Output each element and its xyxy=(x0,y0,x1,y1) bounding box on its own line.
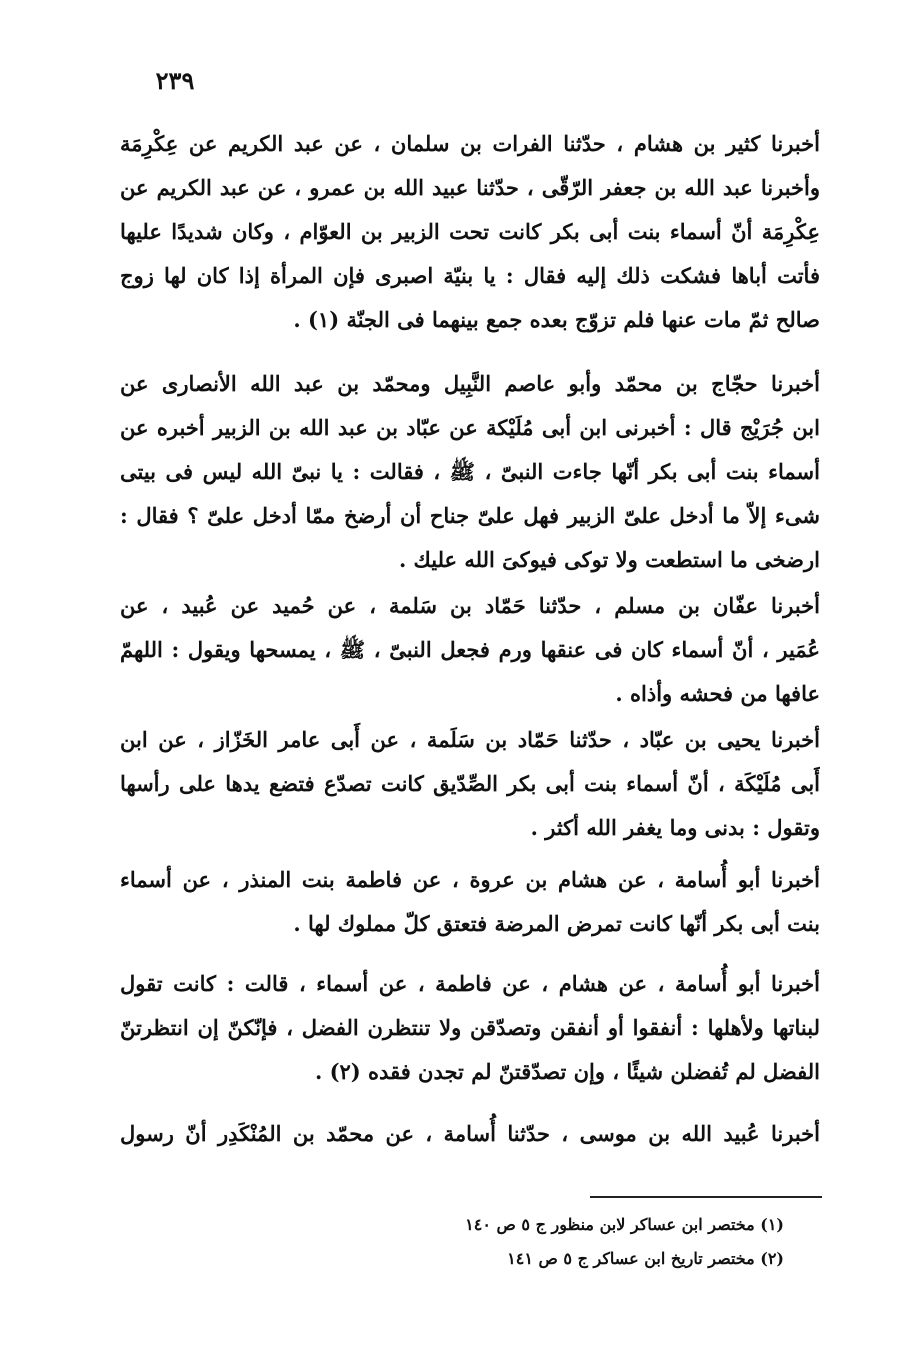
footnote: (٢) مختصر تاريخ ابن عساكر ج ٥ ص ١٤١ xyxy=(507,1249,784,1268)
text-line: لبناتها ولأهلها : أنفقوا أو أنفقن وتصدّقن ولا تنتظرن الفضل ، فإنّكنّ إن انتظرتنّ xyxy=(120,1015,820,1040)
text-line: أخبرنا حجّاج بن محمّد وأبو عاصم النَّبِيل ومحمّد بن عبد الله الأنصارى عن xyxy=(120,371,820,396)
text-line: صالح ثمّ مات عنها فلم تزوّج بعده جمع بينهما فى الجنّة (١) . xyxy=(293,307,820,332)
text-line: فأتت أباها فشكت ذلك إليه فقال : يا بنيّة اصبرى فإن المرأة إذا كان لها زوج xyxy=(120,263,820,288)
paragraph-1 xyxy=(120,122,820,342)
paragraph-6 xyxy=(120,962,820,1094)
text-line: ارضخى ما استطعت ولا توكى فيوكىَ الله عليك . xyxy=(398,547,820,572)
text-line: الفضل لم تُفضلن شيئًا ، وإن تصدّقتنّ لم تجدن فقده (٢) . xyxy=(314,1059,820,1084)
text-line: أخبرنا عُبيد الله بن موسى ، حدّثنا أُسامة ، عن محمّد بن المُنْكَدِر أنّ رسول xyxy=(120,1121,820,1146)
page-number: ٢٣٩ xyxy=(155,66,195,95)
paragraph-7 xyxy=(120,1112,820,1156)
text-line: عِكْرِمَة أنّ أسماء بنت أبى بكر كانت تحت الزبير بن العوّام ، وكان شديدًا عليها xyxy=(120,219,820,244)
text-line: وأخبرنا عبد الله بن جعفر الرّقّى ، حدّثنا عبيد الله بن عمرو ، عن عبد الكريم عن xyxy=(120,175,820,200)
text-line: شىء إلاّ ما أدخل علىّ الزبير فهل علىّ جناح أن أرضخ ممّا أدخل علىّ ؟ فقال : xyxy=(120,503,820,528)
text-line: أخبرنا أبو أُسامة ، عن هشام ، عن فاطمة ، عن أسماء ، قالت : كانت تقول xyxy=(120,971,820,996)
paragraph-2 xyxy=(120,362,820,582)
text-line: أسماء بنت أبى بكر أنّها جاءت النبىّ ، ﷺ ، فقالت : يا نبىّ الله ليس فى بيتى xyxy=(120,459,820,484)
text-line: أخبرنا كثير بن هشام ، حدّثنا الفرات بن سلمان ، عن عبد الكريم عن عِكْرِمَة xyxy=(120,131,820,156)
text-line: بنت أبى بكر أنّها كانت تمرض المرضة فتعتق كلّ مملوك لها . xyxy=(293,911,820,936)
text-line: عافها من فحشه وأذاه . xyxy=(615,681,820,706)
footnote-divider xyxy=(590,1196,822,1198)
paragraph-3 xyxy=(120,584,820,716)
text-line: أخبرنا عفّان بن مسلم ، حدّثنا حَمّاد بن سَلمة ، عن حُميد عن عُبيد ، عن xyxy=(120,593,820,618)
footnote: (١) مختصر ابن عساكر لابن منظور ج ٥ ص ١٤٠ xyxy=(465,1215,784,1234)
text-line: أخبرنا يحيى بن عبّاد ، حدّثنا حَمّاد بن سَلَمة ، عن أَبى عامر الخَزّاز ، عن ابن xyxy=(120,727,820,752)
text-line: وتقول : بدنى وما يغفر الله أكثر . xyxy=(530,815,820,840)
text-line: ابن جُرَيْج قال : أخبرنى ابن أبى مُلَيْكة عن عبّاد بن عبد الله بن الزبير أخبره عن xyxy=(120,415,820,440)
text-line: أَبى مُلَيْكَة ، أنّ أسماء بنت أبى بكر الصِّدّيق كانت تصدّع فتضع يدها على رأسها xyxy=(120,771,820,796)
paragraph-5 xyxy=(120,858,820,946)
paragraph-4 xyxy=(120,718,820,850)
text-line: عُمَير ، أنّ أسماء كان فى عنقها ورم فجعل النبىّ ، ﷺ ، يمسحها ويقول : اللهمّ xyxy=(120,637,820,662)
footnotes xyxy=(380,1208,784,1276)
text-line: أخبرنا أبو أُسامة ، عن هشام بن عروة ، عن فاطمة بنت المنذر ، عن أسماء xyxy=(120,867,820,892)
